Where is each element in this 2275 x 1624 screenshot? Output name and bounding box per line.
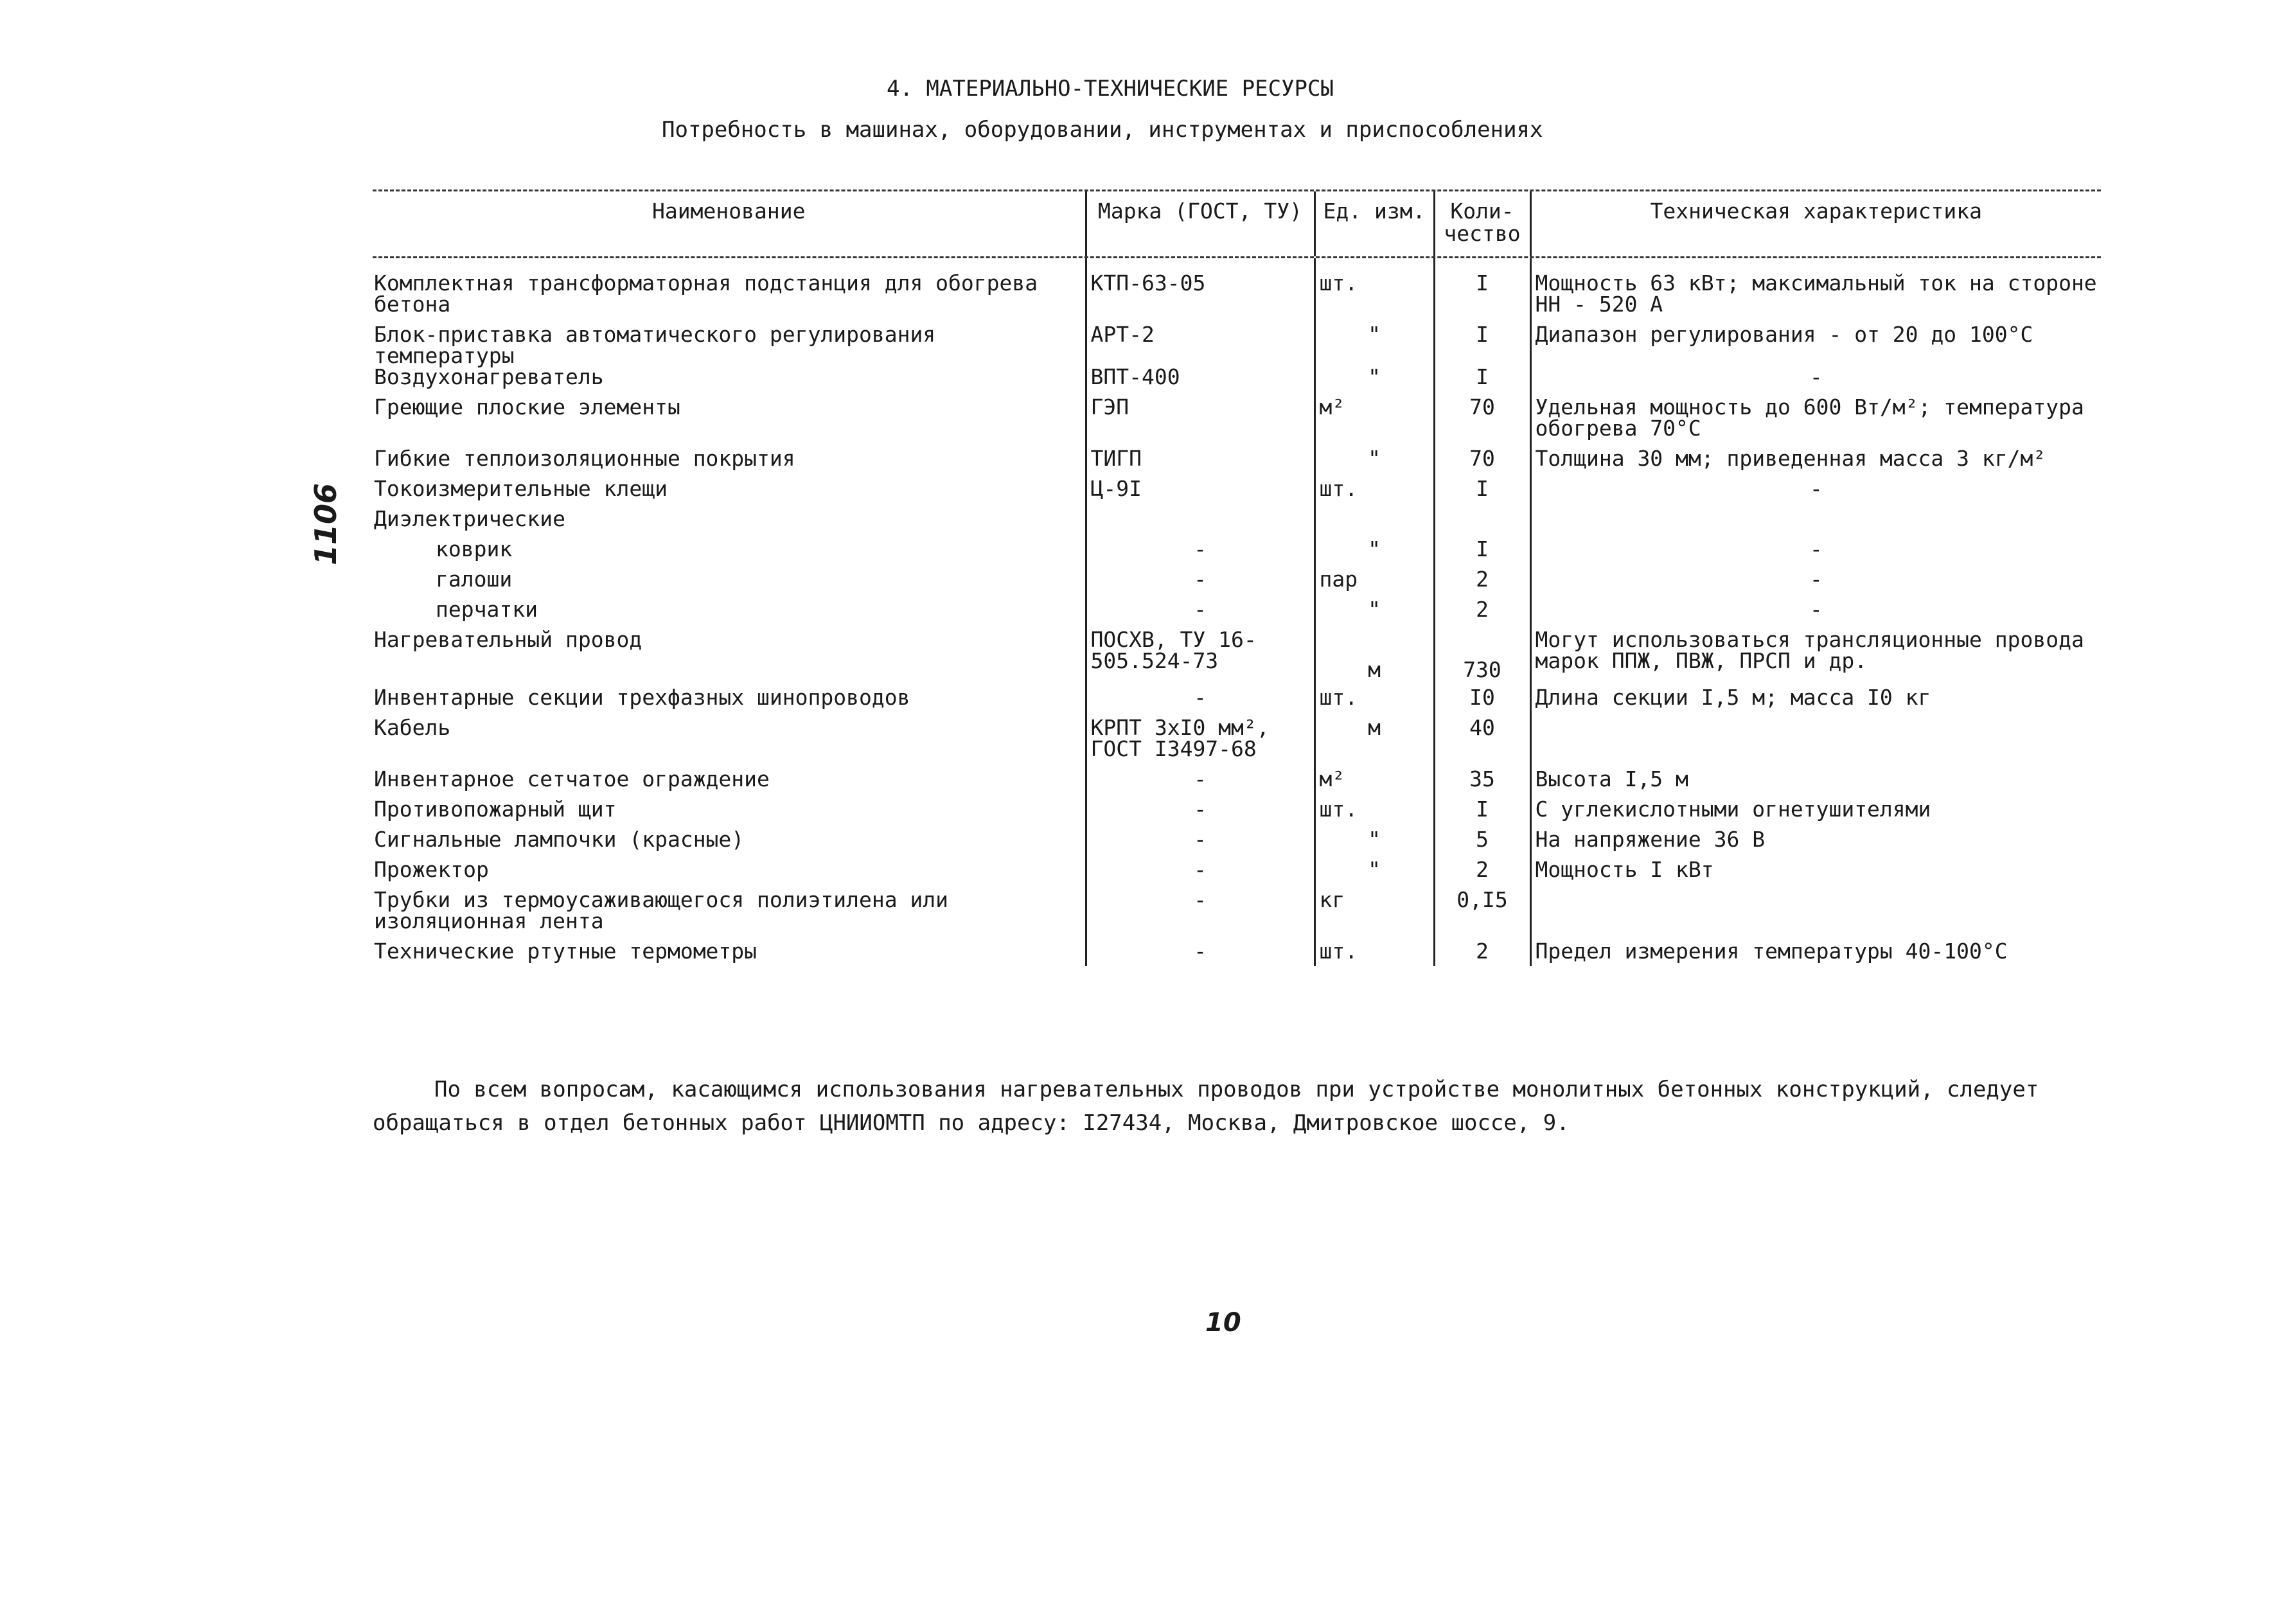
cell-name: Прожектор: [374, 857, 489, 883]
cell-mark: -: [1086, 538, 1315, 569]
cell-qty: 730: [1434, 629, 1530, 687]
section-title: 4. МАТЕРИАЛЬНО-ТЕХНИЧЕСКИЕ РЕСУРСЫ: [887, 76, 1334, 102]
cell-qty: I: [1434, 538, 1530, 569]
cell-unit: м²: [1315, 396, 1434, 448]
cell-unit: [1315, 508, 1434, 538]
cell-unit: ": [1315, 599, 1434, 629]
cell-name: Технические ртутные термометры: [374, 939, 757, 964]
cell-unit: ": [1315, 538, 1434, 569]
cell-spec: [1530, 508, 2101, 538]
cell-qty: 2: [1434, 859, 1530, 889]
cell-unit: ": [1315, 324, 1434, 366]
table-row: [373, 478, 2101, 508]
cell-spec: Толщина 30 мм; приведенная масса 3 кг/м²: [1530, 448, 2101, 478]
cell-qty: 70: [1434, 396, 1530, 448]
cell-name: галоши: [436, 567, 513, 592]
cell-name: Диэлектрические: [374, 506, 566, 532]
cell-qty: I: [1434, 324, 1530, 366]
cell-mark: ВПТ-400: [1086, 366, 1315, 396]
cell-name: Нагревательный провод: [374, 627, 642, 653]
contact-paragraph: По всем вопросам, касающимся использования нагревательных проводов при устройстве монолитных бетонных конструкций, следует обращаться в отдел бетонных работ ЦНИИОМТП по адресу: I27434, Москва, Дмитровское шоссе, 9.: [373, 1077, 2039, 1136]
cell-spec: С углекислотными огнетушителями: [1530, 799, 2101, 829]
cell-spec: -: [1530, 366, 2101, 396]
margin-handwritten-note: 1106: [308, 482, 343, 565]
cell-name: Сигнальные лампочки (красные): [374, 827, 745, 852]
cell-spec: Предел измерения температуры 40-100°С: [1530, 940, 2101, 966]
cell-name: Гибкие теплоизоляционные покрытия: [374, 446, 795, 472]
cell-qty: I: [1434, 366, 1530, 396]
cell-mark: -: [1086, 687, 1315, 717]
cell-mark: -: [1086, 940, 1315, 966]
cell-name: Противопожарный щит: [374, 797, 617, 822]
cell-unit: ": [1315, 859, 1434, 889]
cell-unit: м: [1315, 629, 1434, 687]
cell-qty: 70: [1434, 448, 1530, 478]
header-unit: Ед. изм.: [1315, 191, 1434, 256]
section-subtitle: Потребность в машинах, оборудовании, инструментах и приспособлениях: [662, 117, 1543, 143]
cell-spec: -: [1530, 478, 2101, 508]
cell-name: Воздухонагреватель: [374, 364, 604, 390]
table-row: [373, 366, 2101, 396]
cell-unit: шт.: [1315, 478, 1434, 508]
cell-qty: 35: [1434, 768, 1530, 799]
cell-unit: шт.: [1315, 940, 1434, 966]
cell-mark: -: [1086, 799, 1315, 829]
cell-unit: шт.: [1315, 258, 1434, 324]
table-row: [373, 258, 2101, 324]
cell-name: Комплектная трансформаторная подстанция для обогрева бетона: [374, 270, 1038, 317]
resources-table: [373, 191, 2101, 966]
cell-qty: 2: [1434, 599, 1530, 629]
page-number: 10: [1205, 1308, 1241, 1337]
cell-spec: -: [1530, 599, 2101, 629]
table-row: [373, 687, 2101, 717]
table-row: [373, 396, 2101, 448]
table-row: [373, 859, 2101, 889]
cell-mark: ТИГП: [1086, 448, 1315, 478]
cell-spec: Высота I,5 м: [1530, 768, 2101, 799]
table-row: [373, 629, 2101, 687]
table-row: [373, 448, 2101, 478]
header-spec: Техническая характеристика: [1530, 191, 2101, 256]
cell-spec: Мощность 63 кВт; максимальный ток на стороне НН - 520 А: [1530, 258, 2101, 324]
cell-spec: [1530, 889, 2101, 940]
table-row: [373, 324, 2101, 366]
cell-mark: ГЭП: [1086, 396, 1315, 448]
cell-spec: Диапазон регулирования - от 20 до 100°С: [1530, 324, 2101, 366]
table-row: [373, 717, 2101, 768]
cell-qty: 2: [1434, 569, 1530, 599]
table-row: [373, 889, 2101, 940]
cell-unit: м: [1315, 717, 1434, 768]
cell-unit: кг: [1315, 889, 1434, 940]
cell-unit: шт.: [1315, 687, 1434, 717]
table-row: [373, 569, 2101, 599]
header-qty: Коли-чество: [1434, 191, 1530, 256]
cell-spec: Могут использоваться трансляционные провода марок ППЖ, ПВЖ, ПРСП и др.: [1530, 629, 2101, 687]
cell-mark: -: [1086, 889, 1315, 940]
resources-table-wrapper: [373, 190, 2101, 966]
cell-unit: ": [1315, 366, 1434, 396]
cell-unit: шт.: [1315, 799, 1434, 829]
cell-mark: -: [1086, 859, 1315, 889]
table-row: [373, 599, 2101, 629]
cell-spec: Мощность I кВт: [1530, 859, 2101, 889]
cell-qty: I: [1434, 258, 1530, 324]
table-row: [373, 940, 2101, 966]
contact-note: [373, 1073, 2107, 1140]
table-row: [373, 768, 2101, 799]
cell-name: Блок-приставка автоматического регулирования температуры: [374, 322, 936, 369]
cell-name: коврик: [436, 536, 513, 562]
cell-unit: ": [1315, 448, 1434, 478]
cell-mark: КТП-63-05: [1086, 258, 1315, 324]
cell-name: Инвентарные секции трехфазных шинопроводов: [374, 685, 910, 710]
cell-qty: I: [1434, 799, 1530, 829]
cell-spec: Длина секции I,5 м; масса I0 кг: [1530, 687, 2101, 717]
header-name: Наименование: [652, 199, 806, 224]
cell-mark: КРПТ 3хI0 мм², ГОСТ I3497-68: [1086, 717, 1315, 768]
cell-name: Инвентарное сетчатое ограждение: [374, 766, 770, 792]
cell-qty: 2: [1434, 940, 1530, 966]
cell-mark: -: [1086, 569, 1315, 599]
cell-name: Токоизмерительные клещи: [374, 476, 668, 502]
cell-unit: м²: [1315, 768, 1434, 799]
cell-qty: [1434, 508, 1530, 538]
cell-spec: [1530, 717, 2101, 768]
cell-qty: 0,I5: [1434, 889, 1530, 940]
table-row: [373, 829, 2101, 859]
cell-spec: На напряжение 36 В: [1530, 829, 2101, 859]
cell-name: перчатки: [436, 597, 538, 622]
table-row: [373, 508, 2101, 538]
cell-name: Греющие плоские элементы: [374, 394, 680, 420]
cell-spec: -: [1530, 569, 2101, 599]
cell-spec: -: [1530, 538, 2101, 569]
cell-qty: I: [1434, 478, 1530, 508]
cell-name: Кабель: [374, 715, 451, 741]
cell-mark: [1086, 508, 1315, 538]
cell-spec: Удельная мощность до 600 Вт/м²; температура обогрева 70°С: [1530, 396, 2101, 448]
cell-mark: -: [1086, 599, 1315, 629]
cell-qty: 40: [1434, 717, 1530, 768]
table-row: [373, 538, 2101, 569]
cell-qty: I0: [1434, 687, 1530, 717]
cell-unit: пар: [1315, 569, 1434, 599]
cell-mark: -: [1086, 768, 1315, 799]
cell-name: Трубки из термоусаживающегося полиэтилена или изоляционная лента: [374, 887, 949, 934]
cell-unit: ": [1315, 829, 1434, 859]
table-row: [373, 799, 2101, 829]
cell-mark: ПОСХВ, ТУ 16-505.524-73: [1086, 629, 1315, 687]
cell-qty: 5: [1434, 829, 1530, 859]
cell-mark: -: [1086, 829, 1315, 859]
cell-mark: АРТ-2: [1086, 324, 1315, 366]
header-mark: Марка (ГОСТ, ТУ): [1086, 191, 1315, 256]
table-header-row: [373, 191, 2101, 256]
cell-mark: Ц-9I: [1086, 478, 1315, 508]
